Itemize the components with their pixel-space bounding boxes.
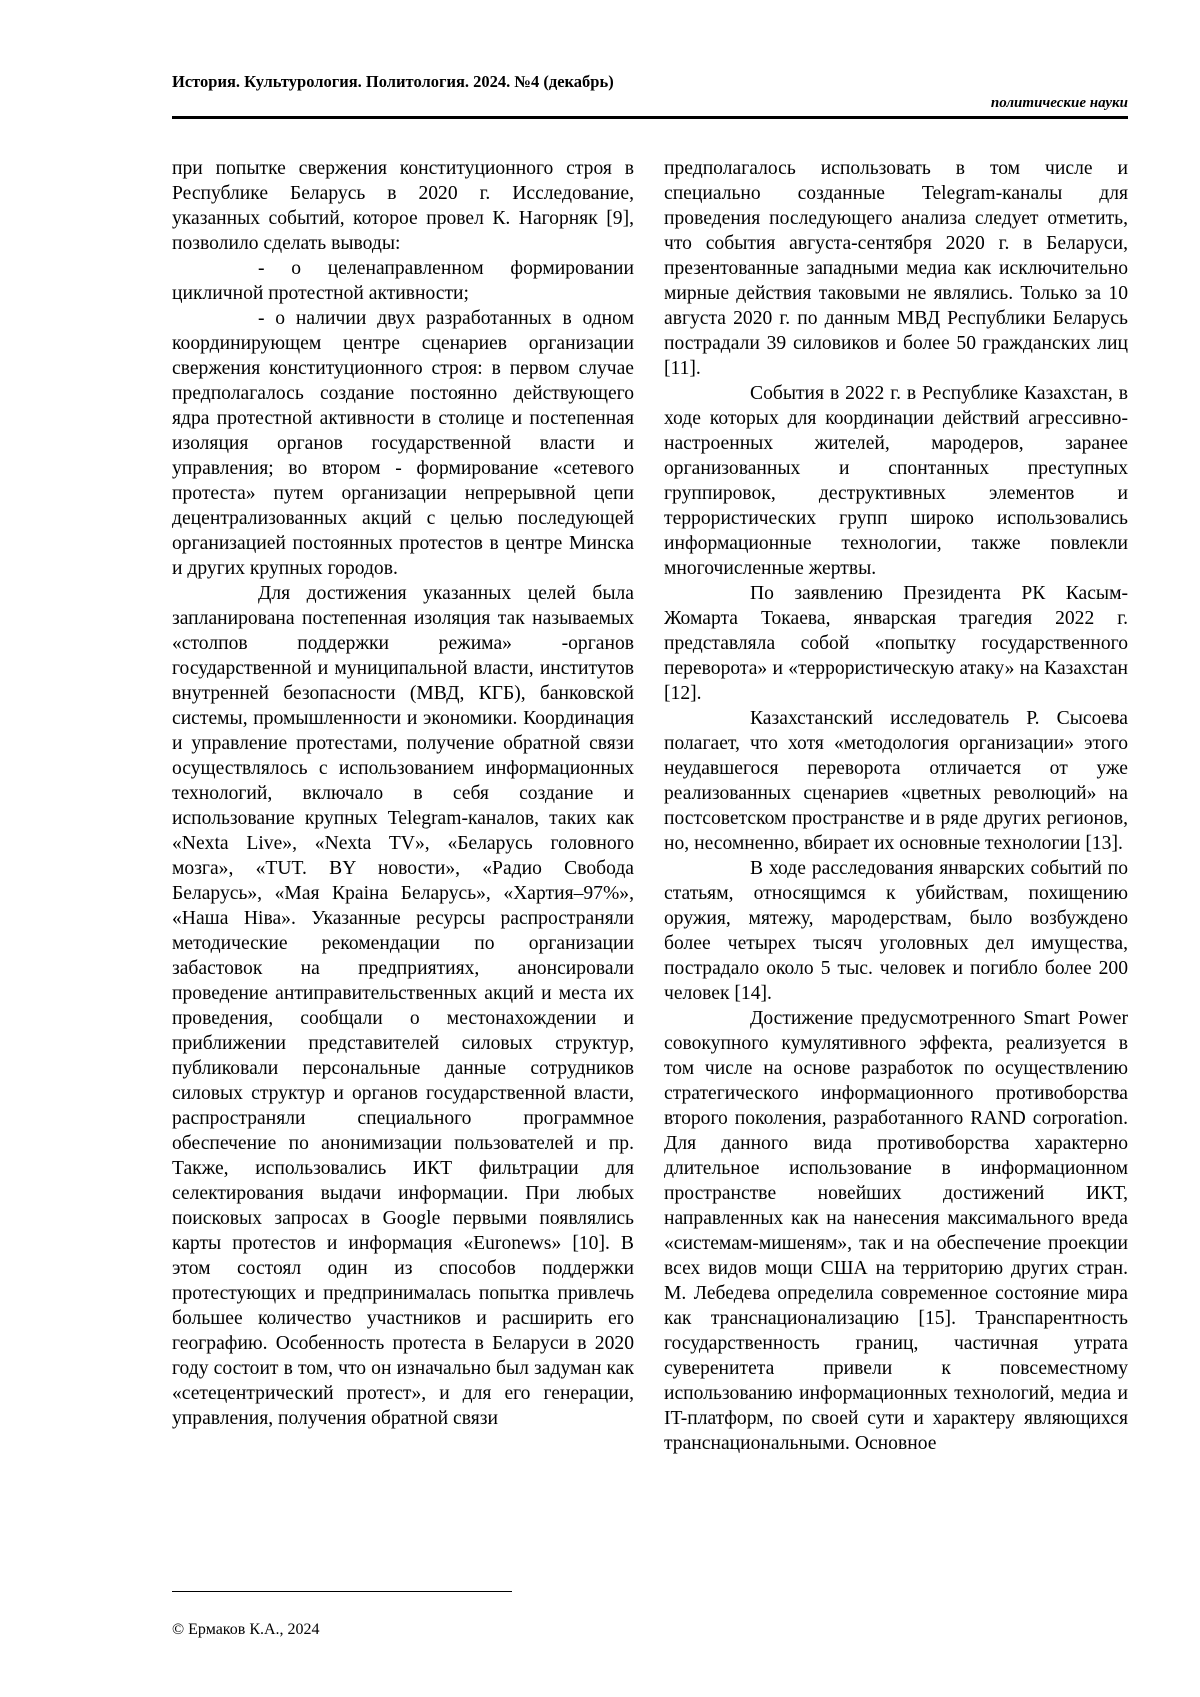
footnote-rule	[172, 1591, 512, 1592]
paragraph: Для достижения указанных целей была запланирована постепенная изоляция так называемых «столпов поддержки режима» -органов государственной и муниципальной власти, институтов внутренней безопасности (МВД, КГБ), банковской системы, промышленности и экономики. Координация и управление протестами, получение обратной связи осуществлялось с использованием информационных технологий, включало в себя создание и использование крупных Telegram-каналов, таких как «Nexta Live», «Nexta TV», «Беларусь головного мозга», «TUT. BY новости», «Радио Свобода Беларусь», «Мая Краіна Беларусь», «Хартия–97%», «Наша Ніва». Указанные ресурсы распространяли методические рекомендации по организации забастовок на предприятиях, анонсировали проведение антиправительственных акций и места их проведения, сообщали о местонахождении и приближении представителей силовых структур, публиковали персональные данные сотрудников силовых структур и органов государственной власти, распространяли специального программное обеспечение по анонимизации пользователей и пр. Также, использовались ИКТ фильтрации для селектирования выдачи информации. При любых поисковых запросах в Google первыми появлялись карты протестов и информация «Euronews» [10]. В этом состоял один из способов поддержки протестующих и предпринималась попытка привлечь большее количество участников и расширить его географию. Особенность протеста в Беларуси в 2020 году состоит в том, что он изначально был задуман как «сетецентрический протест», и для его генерации, управления, получения обратной связи	[172, 583, 634, 1429]
paragraph: Казахстанский исследователь Р. Сысоева полагает, что хотя «методология организации» этого неудавшегося переворота отличается от уже реализованных сценариев «цветных революций» на постсоветском пространстве и в ряде других регионов, но, несомненно, вбирает их основные технологии [13].	[664, 708, 1128, 854]
paragraph: События в 2022 г. в Республике Казахстан, в ходе которых для координации действий агрессивно-настроенных жителей, мародеров, заранее организованных и спонтанных преступных группировок, деструктивных элементов и террористических групп широко использовались информационные технологии, также повлекли многочисленные жертвы.	[664, 383, 1128, 579]
header-rule	[172, 116, 1128, 119]
list-item: - о наличии двух разработанных в одном координирующем центре сценариев организации свержения конституционного строя: в первом случае предполагалось создание постоянно действующего ядра протестной активности в столице и постепенная изоляция органов государственной власти и управления; во втором - формирование «сетевого протеста» путем организации непрерывной цепи децентрализованных акций с целью последующей организацией постоянных протестов в центре Минска и других крупных городов.	[172, 308, 634, 579]
list-item: - о целенаправленном формировании цикличной протестной активности;	[172, 258, 634, 304]
journal-title: История. Культурология. Политология. 2024. №4 (декабрь)	[172, 72, 614, 91]
right-column	[664, 156, 1128, 1456]
paragraph: Достижение предусмотренного Smart Power совокупного кумулятивного эффекта, реализуется в том числе на основе разработок по осуществлению стратегического информационного противоборства второго поколения, разработанного RAND corporation. Для данного вида противоборства характерно длительное использование в информационном пространстве новейших достижений ИКТ, направленных как на нанесения максимального вреда «системам-мишеням», так и на обеспечение проекции всех видов мощи США на территорию других стран. М. Лебедева определила современное состояние мира как транснационализацию [15]. Транспарентность государственность границ, частичная утрата суверенитета привели к повсеместному использованию информационных технологий, медиа и IT-платформ, по своей сути и характеру являющихся транснациональными. Основное	[664, 1008, 1128, 1454]
paragraph: при попытке свержения конституционного строя в Республике Беларусь в 2020 г. Исследование, указанных событий, которое провел К. Нагорняк [9], позволило сделать выводы:	[172, 158, 634, 254]
left-column	[172, 156, 634, 1431]
copyright-note: © Ермаков К.А., 2024	[172, 1621, 320, 1638]
paragraph: предполагалось использовать в том числе и специально созданные Telegram-каналы для проведения последующего анализа следует отметить, что события августа-сентября 2020 г. в Беларуси, презентованные западными медиа как исключительно мирные действия таковыми не являлись. Только за 10 августа 2020 г. по данным МВД Республики Беларусь пострадали 39 силовиков и более 50 гражданских лиц [11].	[664, 158, 1128, 379]
section-label: политические науки	[990, 95, 1128, 111]
paragraph: По заявлению Президента РК Касым-Жомарта Токаева, январская трагедия 2022 г. представляла собой «попытку государственного переворота» и «террористическую атаку» на Казахстан [12].	[664, 583, 1128, 704]
paragraph: В ходе расследования январских событий по статьям, относящимся к убийствам, похищению оружия, мятежу, мародерствам, было возбуждено более четырех тысяч уголовных дел имущества, пострадало около 5 тыс. человек и погибло более 200 человек [14].	[664, 858, 1128, 1004]
